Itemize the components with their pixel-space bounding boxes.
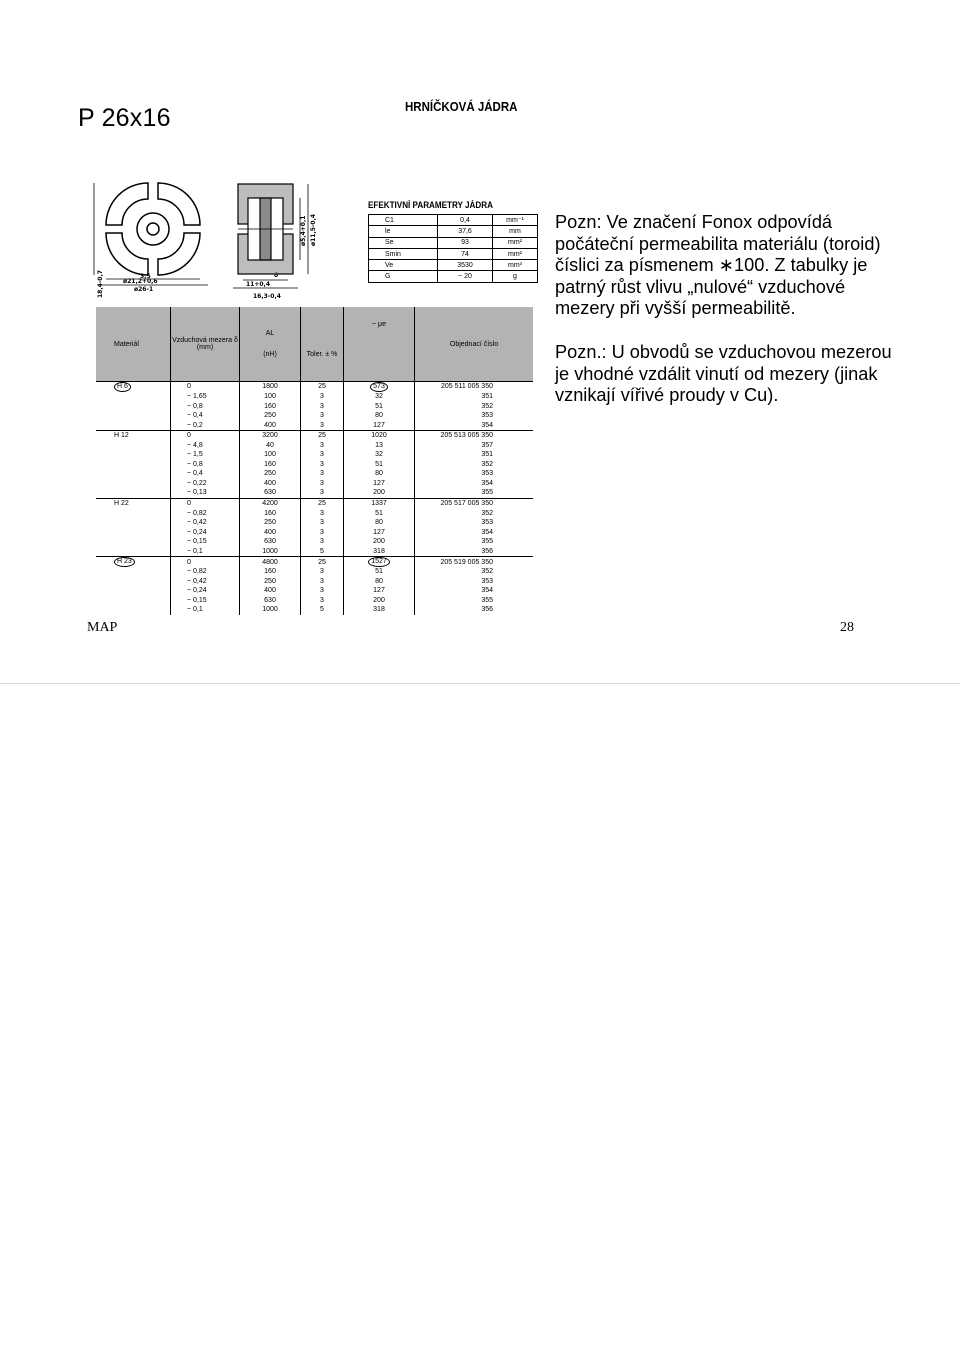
- material-cell-al: 40: [240, 441, 301, 451]
- footer-page-number: 28: [840, 620, 854, 635]
- material-row: [96, 586, 533, 596]
- material-cell-mu: [344, 557, 415, 568]
- effective-param-row: [369, 226, 538, 237]
- effective-param-sym: le: [369, 226, 438, 237]
- material-cell-m: [96, 382, 171, 393]
- material-cell-al: 1000: [240, 605, 301, 615]
- effective-param-row: [369, 237, 538, 248]
- material-cell-gap: ~ 0,1: [171, 547, 240, 557]
- material-cell-al: 250: [240, 469, 301, 479]
- material-cell-gap: 0: [171, 499, 240, 509]
- dim-label: 16,3-0,4: [253, 293, 281, 300]
- material-cell-order: 352: [481, 460, 493, 468]
- circled-value: H 23: [114, 557, 135, 567]
- material-cell-tol: 3: [301, 537, 344, 547]
- col-material: Materiál: [96, 307, 171, 382]
- notes: [555, 212, 895, 407]
- material-cell-mu: 51: [344, 402, 415, 412]
- material-cell-tol: 3: [301, 596, 344, 606]
- dim-label: ø5,4+0,1: [300, 215, 307, 246]
- effective-param-unit: mm: [493, 226, 538, 237]
- effective-param-unit: g: [493, 271, 538, 282]
- material-cell-gap: ~ 0,15: [171, 596, 240, 606]
- material-cell-m: [96, 557, 171, 568]
- material-cell-al: 250: [240, 411, 301, 421]
- material-row: [96, 557, 533, 568]
- material-cell-order: 205 513 005 350: [415, 431, 534, 441]
- material-cell-al: 100: [240, 392, 301, 402]
- effective-params: [368, 200, 538, 283]
- material-cell-order: 354: [481, 479, 493, 487]
- material-cell-mu: 80: [344, 469, 415, 479]
- circled-value: 1527: [368, 557, 390, 567]
- material-cell-tol: 3: [301, 488, 344, 498]
- effective-param-sym: C1: [369, 215, 438, 226]
- material-cell-m: [96, 537, 171, 547]
- material-cell-tol: 3: [301, 469, 344, 479]
- material-cell-m: [96, 509, 171, 519]
- material-row: [96, 518, 533, 528]
- effective-param-val: 3530: [438, 260, 493, 271]
- materials-table-wrap: [96, 307, 520, 614]
- material-cell-tol: 5: [301, 605, 344, 615]
- dim-label: ø26-1: [134, 286, 154, 293]
- material-cell-mu: 80: [344, 411, 415, 421]
- material-cell-tol: 25: [301, 431, 344, 441]
- material-cell-m: H 22: [96, 499, 171, 509]
- dim-label: 18,4-0,7: [97, 270, 104, 298]
- material-cell-order: 356: [481, 606, 493, 614]
- material-cell-m: [96, 528, 171, 538]
- material-cell-gap: 0: [171, 431, 240, 441]
- material-cell-tol: 25: [301, 382, 344, 393]
- effective-param-sym: Ve: [369, 260, 438, 271]
- material-cell-mu: 318: [344, 547, 415, 557]
- material-cell-order: 353: [481, 577, 493, 585]
- effective-param-unit: mm⁻¹: [493, 215, 538, 226]
- material-cell-gap: ~ 0,2: [171, 421, 240, 431]
- material-row: [96, 392, 533, 402]
- material-cell-mu: 127: [344, 586, 415, 596]
- material-cell-m: [96, 460, 171, 470]
- material-row: [96, 499, 533, 509]
- effective-param-unit: mm²: [493, 237, 538, 248]
- material-cell-gap: ~ 1,65: [171, 392, 240, 402]
- material-cell-tol: 3: [301, 567, 344, 577]
- material-cell-gap: ~ 0,4: [171, 411, 240, 421]
- material-cell-order: 205 511 005 350: [415, 382, 534, 393]
- material-cell-order: 351: [481, 393, 493, 400]
- material-cell-m: [96, 586, 171, 596]
- effective-param-row: [369, 248, 538, 259]
- col-order: Objednací číslo: [415, 307, 534, 382]
- note-permeability: Pozn: Ve značení Fonox odpovídá počáteční permeabilita materiálu (toroid) číslici za písmenem ∗100. Z tabulky je patrný růst vlivu „nulové“ vzduchové mezery při vyšší permeabilitě.: [555, 212, 881, 319]
- effective-param-val: 0,4: [438, 215, 493, 226]
- material-cell-al: 4800: [240, 557, 301, 568]
- material-cell-order: 353: [481, 519, 493, 527]
- material-cell-order: 355: [481, 538, 493, 546]
- material-cell-al: 3200: [240, 431, 301, 441]
- effective-param-unit: mm³: [493, 260, 538, 271]
- material-cell-tol: 3: [301, 421, 344, 431]
- material-cell-order: 355: [481, 489, 493, 497]
- material-cell-al: 400: [240, 586, 301, 596]
- material-cell-order: 205 517 005 350: [415, 499, 534, 509]
- effective-param-val: 74: [438, 248, 493, 259]
- dim-label: ø11,5-0,4: [310, 213, 317, 246]
- material-cell-order: 354: [481, 421, 493, 429]
- material-cell-m: [96, 547, 171, 557]
- material-cell-al: 4200: [240, 499, 301, 509]
- material-row: [96, 411, 533, 421]
- material-cell-al: 630: [240, 488, 301, 498]
- circled-value: 573: [370, 382, 388, 392]
- effective-params-title: EFEKTIVNÍ PARAMETRY JÁDRA: [368, 200, 493, 210]
- material-cell-order: 354: [481, 528, 493, 536]
- material-cell-m: [96, 596, 171, 606]
- material-cell-al: 160: [240, 402, 301, 412]
- material-cell-al: 400: [240, 479, 301, 489]
- material-cell-gap: ~ 0,82: [171, 509, 240, 519]
- dim-label: 11+0,4: [246, 281, 271, 288]
- material-cell-tol: 3: [301, 586, 344, 596]
- core-drawing: [88, 178, 328, 303]
- footer-course: MAP: [87, 620, 118, 635]
- material-cell-al: 250: [240, 577, 301, 587]
- material-cell-mu: 318: [344, 605, 415, 615]
- material-row: [96, 441, 533, 451]
- material-row: [96, 547, 533, 557]
- material-cell-al: 630: [240, 537, 301, 547]
- material-cell-mu: 200: [344, 488, 415, 498]
- material-cell-gap: 0: [171, 557, 240, 568]
- material-cell-order: 357: [481, 441, 493, 449]
- material-cell-gap: ~ 0,42: [171, 518, 240, 528]
- material-cell-tol: 5: [301, 547, 344, 557]
- material-cell-order: 351: [481, 451, 493, 459]
- material-row: [96, 402, 533, 412]
- material-cell-al: 160: [240, 460, 301, 470]
- material-cell-gap: ~ 0,42: [171, 577, 240, 587]
- core-side-view: [233, 184, 308, 288]
- effective-param-sym: G: [369, 271, 438, 282]
- effective-param-unit: mm²: [493, 248, 538, 259]
- material-row: [96, 421, 533, 431]
- materials-table: [96, 307, 533, 615]
- material-cell-al: 100: [240, 450, 301, 460]
- effective-param-val: 37,6: [438, 226, 493, 237]
- material-cell-al: 250: [240, 518, 301, 528]
- slide-title: P 26x16: [78, 104, 171, 132]
- material-cell-tol: 3: [301, 528, 344, 538]
- material-row: [96, 605, 533, 615]
- effective-param-row: [369, 215, 538, 226]
- material-cell-m: H 12: [96, 431, 171, 441]
- material-cell-tol: 3: [301, 450, 344, 460]
- material-cell-m: [96, 402, 171, 412]
- effective-param-val: ~ 20: [438, 271, 493, 282]
- col-al-symbol: AL: [265, 330, 275, 337]
- material-cell-gap: ~ 0,8: [171, 460, 240, 470]
- effective-param-sym: Se: [369, 237, 438, 248]
- material-row: [96, 431, 533, 441]
- material-cell-al: 1000: [240, 547, 301, 557]
- circled-value: H 6: [114, 382, 131, 392]
- material-cell-mu: 80: [344, 577, 415, 587]
- material-cell-m: [96, 441, 171, 451]
- material-cell-al: 160: [240, 509, 301, 519]
- material-cell-gap: ~ 0,15: [171, 537, 240, 547]
- material-cell-m: [96, 392, 171, 402]
- slide-subtitle: HRNÍČKOVÁ JÁDRA: [405, 100, 518, 114]
- material-cell-mu: 200: [344, 596, 415, 606]
- material-cell-m: [96, 605, 171, 615]
- material-cell-mu: 13: [344, 441, 415, 451]
- dim-label: ø21,2+0,6: [123, 278, 158, 285]
- material-cell-m: [96, 577, 171, 587]
- material-row: [96, 528, 533, 538]
- material-cell-m: [96, 488, 171, 498]
- material-row: [96, 537, 533, 547]
- effective-param-val: 93: [438, 237, 493, 248]
- material-cell-tol: 3: [301, 441, 344, 451]
- material-cell-order: 205 519 005 350: [415, 557, 534, 568]
- material-cell-gap: ~ 0,8: [171, 402, 240, 412]
- material-cell-order: 352: [481, 402, 493, 410]
- note-air-gap: Pozn.: U obvodů se vzduchovou mezerou je vhodné vzdálit vinutí od mezery (jinak vznikají vířivé proudy v Cu).: [555, 341, 892, 406]
- material-cell-m: [96, 518, 171, 528]
- material-row: [96, 577, 533, 587]
- material-cell-mu: 51: [344, 460, 415, 470]
- material-cell-gap: ~ 0,24: [171, 586, 240, 596]
- material-cell-mu: 1020: [344, 431, 415, 441]
- col-mu: ~ μe: [344, 307, 415, 382]
- material-cell-gap: ~ 0,13: [171, 488, 240, 498]
- material-cell-mu: 200: [344, 537, 415, 547]
- material-row: [96, 509, 533, 519]
- material-cell-mu: 127: [344, 479, 415, 489]
- col-tolerance: Toler. ± %: [301, 307, 344, 382]
- material-cell-gap: ~ 0,82: [171, 567, 240, 577]
- core-front-view: [94, 183, 208, 285]
- material-cell-mu: 51: [344, 567, 415, 577]
- effective-param-row: [369, 260, 538, 271]
- material-cell-tol: 3: [301, 411, 344, 421]
- material-cell-m: [96, 479, 171, 489]
- material-cell-al: 160: [240, 567, 301, 577]
- effective-params-table: [368, 214, 538, 283]
- material-cell-mu: 127: [344, 421, 415, 431]
- effective-param-row: [369, 271, 538, 282]
- material-cell-gap: ~ 0,24: [171, 528, 240, 538]
- material-cell-mu: 80: [344, 518, 415, 528]
- material-cell-m: [96, 421, 171, 431]
- material-cell-gap: 0: [171, 382, 240, 393]
- material-cell-m: [96, 411, 171, 421]
- material-cell-order: 356: [481, 547, 493, 555]
- material-cell-gap: ~ 0,22: [171, 479, 240, 489]
- material-cell-mu: 51: [344, 509, 415, 519]
- material-cell-gap: ~ 0,4: [171, 469, 240, 479]
- material-cell-tol: 3: [301, 577, 344, 587]
- material-cell-tol: 3: [301, 509, 344, 519]
- material-row: [96, 460, 533, 470]
- material-cell-gap: ~ 4,8: [171, 441, 240, 451]
- slide-separator: [0, 683, 960, 684]
- material-row: [96, 488, 533, 498]
- col-gap: Vzduchová mezera δ (mm): [171, 307, 240, 382]
- material-cell-tol: 25: [301, 557, 344, 568]
- material-cell-mu: [344, 382, 415, 393]
- material-cell-gap: ~ 0,1: [171, 605, 240, 615]
- material-row: [96, 567, 533, 577]
- material-cell-tol: 3: [301, 518, 344, 528]
- material-cell-tol: 3: [301, 479, 344, 489]
- material-row: [96, 479, 533, 489]
- material-cell-mu: 32: [344, 392, 415, 402]
- material-cell-m: [96, 450, 171, 460]
- col-al: [240, 307, 301, 382]
- dim-label: 3,5: [140, 273, 151, 280]
- effective-param-sym: Smin: [369, 248, 438, 259]
- material-cell-order: 353: [481, 470, 493, 478]
- material-cell-m: [96, 567, 171, 577]
- material-row: [96, 469, 533, 479]
- material-cell-order: 352: [481, 509, 493, 517]
- material-cell-al: 1800: [240, 382, 301, 393]
- material-cell-al: 400: [240, 421, 301, 431]
- dim-label: ó: [274, 272, 279, 279]
- material-cell-m: [96, 469, 171, 479]
- material-cell-order: 352: [481, 568, 493, 576]
- material-cell-mu: 32: [344, 450, 415, 460]
- material-cell-al: 630: [240, 596, 301, 606]
- material-cell-mu: 127: [344, 528, 415, 538]
- material-cell-tol: 25: [301, 499, 344, 509]
- material-cell-al: 400: [240, 528, 301, 538]
- material-row: [96, 450, 533, 460]
- material-cell-gap: ~ 1,5: [171, 450, 240, 460]
- material-cell-order: 353: [481, 412, 493, 420]
- material-cell-tol: 3: [301, 402, 344, 412]
- material-cell-order: 354: [481, 587, 493, 595]
- material-cell-mu: 1337: [344, 499, 415, 509]
- col-al-unit: (nH): [263, 351, 277, 358]
- material-row: [96, 596, 533, 606]
- material-cell-tol: 3: [301, 460, 344, 470]
- material-cell-order: 355: [481, 596, 493, 604]
- material-cell-tol: 3: [301, 392, 344, 402]
- material-row: [96, 382, 533, 393]
